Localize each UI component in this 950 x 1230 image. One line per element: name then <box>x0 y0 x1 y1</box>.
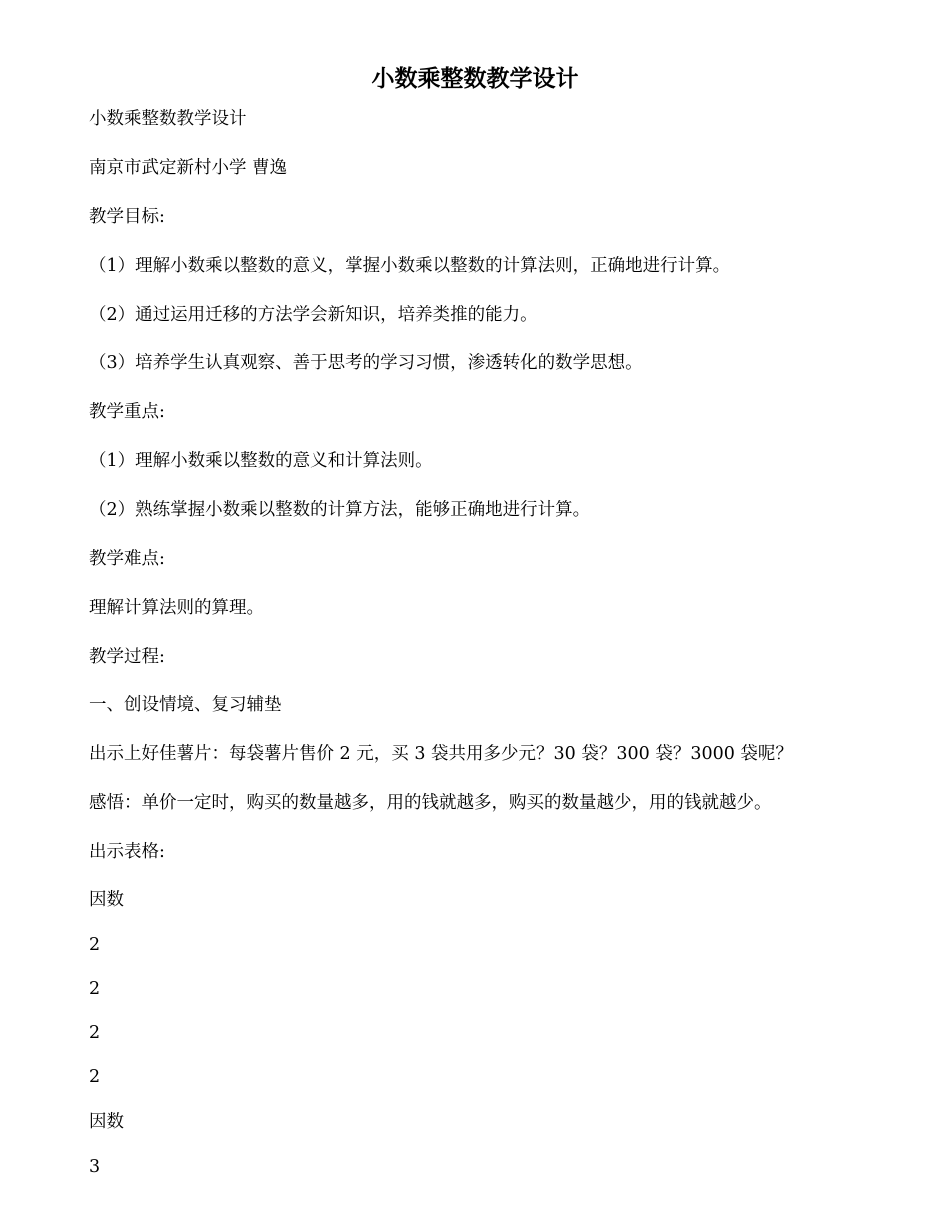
objective-item-3: （3）培养学生认真观察、善于思考的学习习惯，渗透转化的数学思想。 <box>89 353 643 373</box>
key-point-item-2: （2）熟练掌握小数乘以整数的计算方法，能够正确地进行计算。 <box>89 500 591 520</box>
paragraph-chips-example: 出示上好佳薯片：每袋薯片售价 2 元，买 3 袋共用多少元？30 袋？300 袋？3000 袋呢？ <box>89 744 793 764</box>
section-heading-difficulties: 教学难点: <box>89 549 165 569</box>
section-heading-process: 教学过程: <box>89 647 165 667</box>
key-point-item-1: （1）理解小数乘以整数的意义和计算法则。 <box>89 451 433 471</box>
process-step-heading: 一、创设情境、复习辅垫 <box>89 695 282 715</box>
difficulty-text: 理解计算法则的算理。 <box>89 598 264 618</box>
table-cell-factor-label: 因数 <box>89 1112 124 1132</box>
document-title: 小数乘整数教学设计 <box>371 65 579 92</box>
paragraph-insight: 感悟：单价一定时，购买的数量越多，用的钱就越多，购买的数量越少，用的钱就越少。 <box>89 793 772 813</box>
table-cell-value: 2 <box>89 1023 101 1043</box>
table-cell-value: 2 <box>89 979 101 999</box>
objective-item-2: （2）通过运用迁移的方法学会新知识，培养类推的能力。 <box>89 305 538 325</box>
table-cell-value: 3 <box>89 1157 101 1177</box>
table-cell-value: 2 <box>89 1067 101 1087</box>
section-heading-objectives: 教学目标: <box>89 207 165 227</box>
table-cell-value: 2 <box>89 935 101 955</box>
table-cell-factor-label: 因数 <box>89 890 124 910</box>
author-line: 南京市武定新村小学 曹逸 <box>89 158 288 178</box>
table-intro-line: 出示表格: <box>89 842 165 862</box>
objective-item-1: （1）理解小数乘以整数的意义，掌握小数乘以整数的计算法则，正确地进行计算。 <box>89 256 731 276</box>
subtitle-line: 小数乘整数教学设计 <box>89 109 247 129</box>
section-heading-key-points: 教学重点: <box>89 402 165 422</box>
